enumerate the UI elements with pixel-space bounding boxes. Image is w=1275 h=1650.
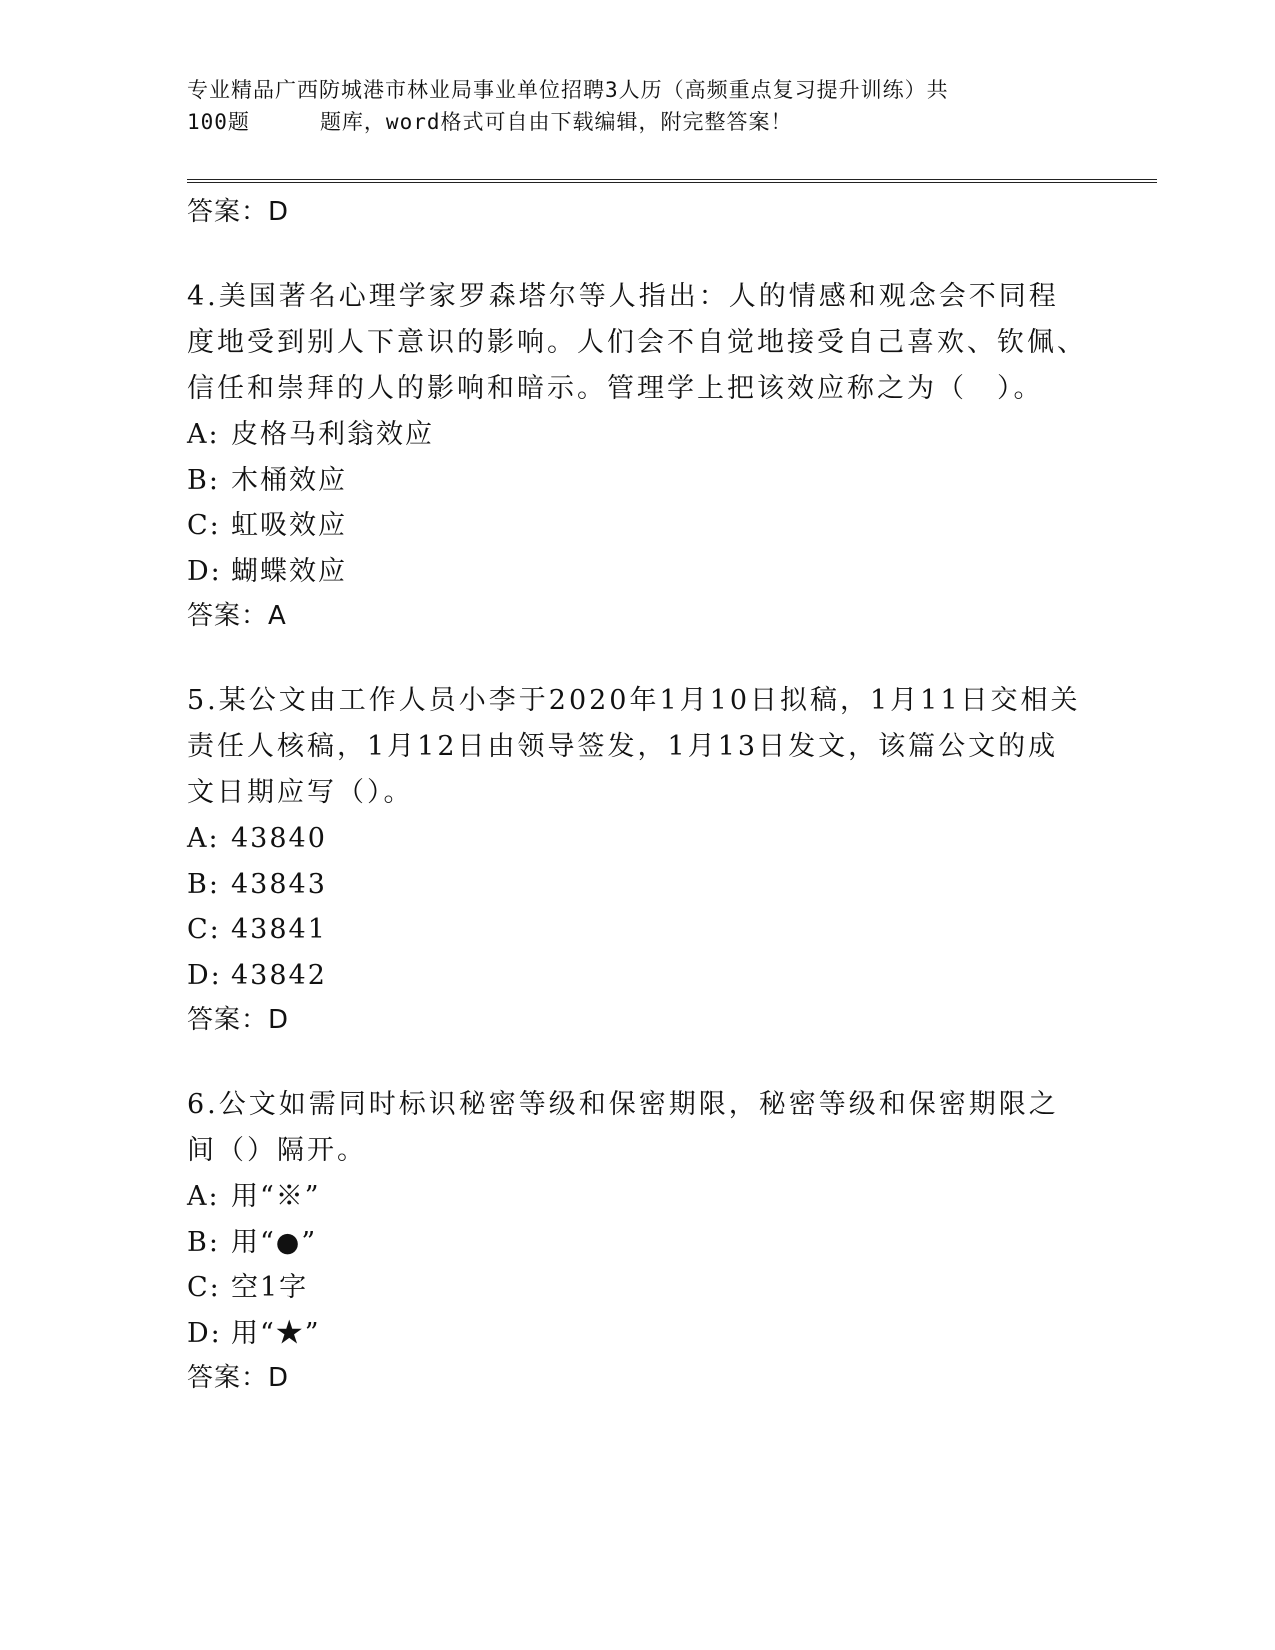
option-label: C: (187, 1272, 221, 1303)
option-a (187, 816, 1087, 862)
option-text: 空1字 (231, 1272, 309, 1303)
header-question-count: 100题 (187, 110, 250, 134)
option-b (187, 862, 1087, 908)
option-a (187, 412, 1087, 458)
option-label: D: (187, 555, 222, 587)
option-text: 43842 (231, 959, 327, 991)
question-text: 4.美国著名心理学家罗森塔尔等人指出：人的情感和观念会不同程度地受到别人下意识的影响。人们会不自觉地接受自己喜欢、钦佩、信任和崇拜的人的影响和暗示。管理学上把该效应称之为（ ）。 (187, 281, 1087, 404)
question-6 (187, 1082, 1087, 1400)
option-text: 43843 (231, 868, 327, 900)
option-text: 木桶效应 (231, 464, 347, 496)
option-c (187, 907, 1087, 953)
option-text: 用“※” (231, 1181, 321, 1212)
option-text: 用“●” (231, 1226, 318, 1258)
option-label: A: (187, 419, 220, 450)
option-b (187, 1220, 1087, 1266)
question-answer: 答案：D (187, 1005, 290, 1035)
option-text: 虹吸效应 (231, 510, 347, 541)
previous-answer: 答案：D (187, 197, 290, 227)
option-label: C: (187, 914, 221, 945)
option-text: 用“★” (231, 1317, 321, 1349)
option-text: 43841 (231, 914, 327, 945)
question-answer: 答案：A (187, 601, 287, 631)
question-5 (187, 678, 1087, 1042)
option-label: B: (187, 868, 220, 900)
option-label: C: (187, 510, 221, 541)
header-title-line1: 专业精品广西防城港市林业局事业单位招聘3人历（高频重点复习提升训练）共 (187, 78, 949, 102)
option-label: B: (187, 1226, 220, 1258)
option-d (187, 953, 1087, 999)
page-header (187, 74, 1087, 138)
option-label: A: (187, 823, 220, 854)
option-text: 皮格马利翁效应 (231, 419, 434, 450)
option-c (187, 503, 1087, 549)
option-label: A: (187, 1181, 220, 1212)
question-4 (187, 274, 1087, 638)
option-label: D: (187, 959, 222, 991)
option-text: 蝴蝶效应 (231, 555, 347, 587)
header-description: 题库，word格式可自由下载编辑，附完整答案！ (319, 110, 793, 134)
question-text: 5.某公文由工作人员小李于2020年1月10日拟稿，1月11日交相关责任人核稿，1月12日由领导签发，1月13日发文，该篇公文的成文日期应写（）。 (187, 685, 1081, 808)
option-a (187, 1174, 1087, 1220)
option-d (187, 549, 1087, 595)
header-title-line2 (187, 106, 1087, 138)
option-label: D: (187, 1317, 222, 1349)
option-c (187, 1265, 1087, 1311)
option-d (187, 1311, 1087, 1357)
question-answer: 答案：D (187, 1363, 290, 1393)
question-text: 6.公文如需同时标识秘密等级和保密期限，秘密等级和保密期限之间（）隔开。 (187, 1089, 1059, 1166)
option-label: B: (187, 464, 220, 496)
option-text: 43840 (231, 823, 327, 854)
header-divider (187, 179, 1157, 183)
document-body (187, 190, 1087, 1400)
option-b (187, 458, 1087, 504)
